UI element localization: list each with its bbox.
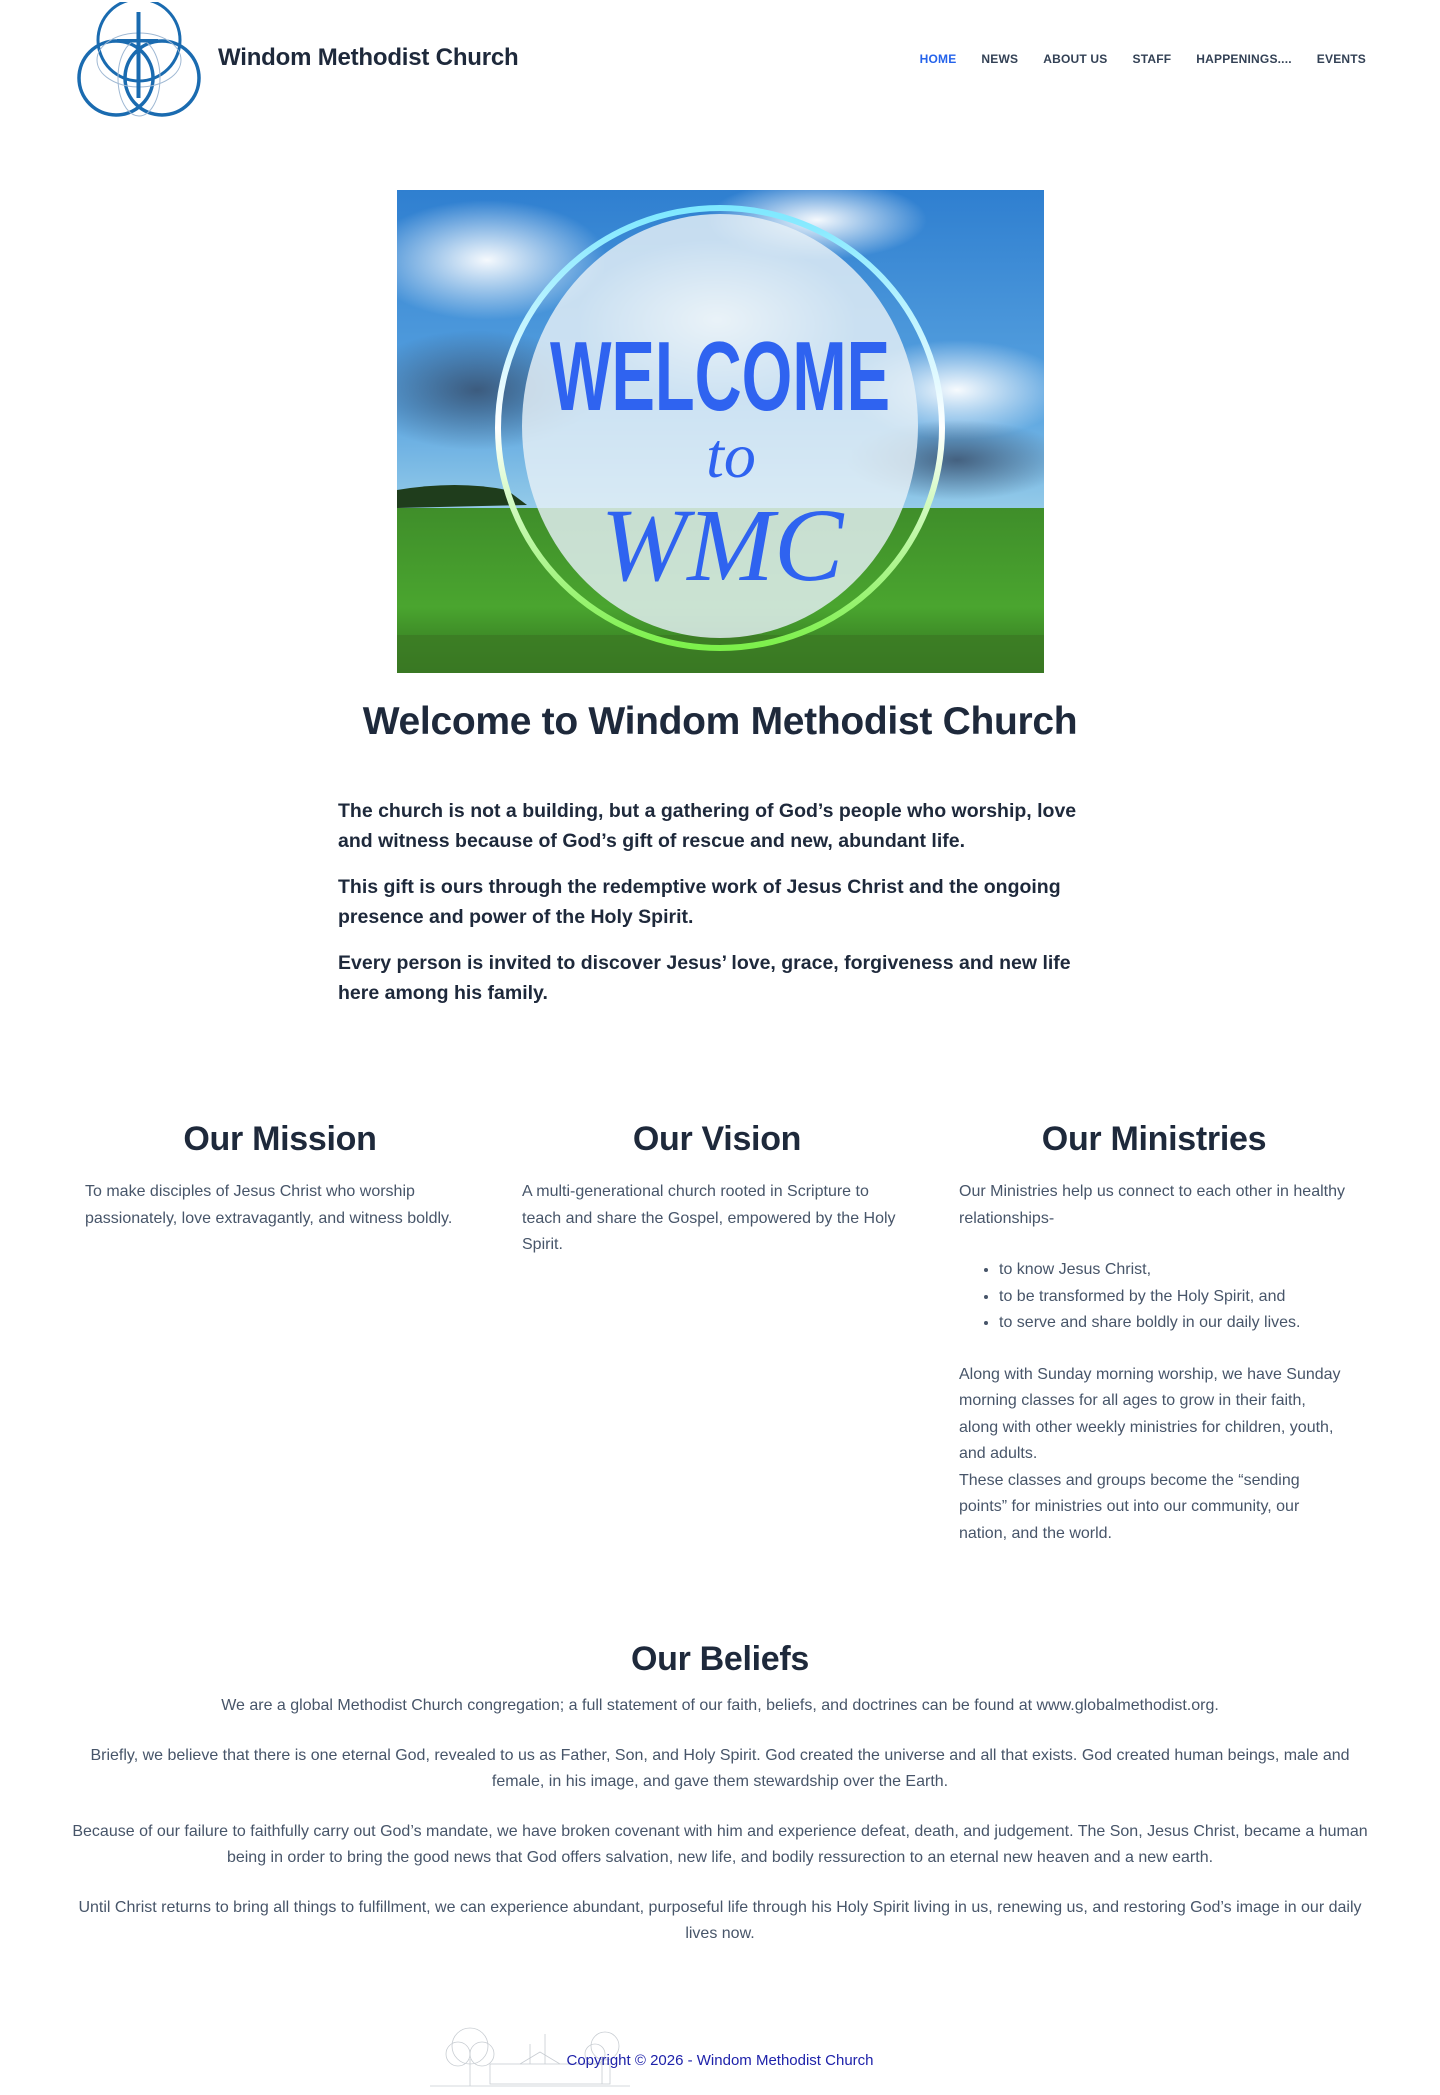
- cross-trinity-circles-icon: [74, 2, 204, 118]
- hero-to-text: to: [706, 420, 756, 491]
- ministries-list: [999, 1257, 1349, 1337]
- nav-staff[interactable]: STAFF: [1132, 52, 1172, 66]
- mission-section: [85, 1120, 475, 1232]
- mission-heading: Our Mission: [183, 1120, 377, 1158]
- beliefs-heading: Our Beliefs: [630, 1640, 810, 1678]
- vision-heading: Our Vision: [632, 1120, 802, 1158]
- ministries-paragraph: Along with Sunday morning worship, we have Sunday morning classes for all ages to grow in their faith, along with other weekly ministries for children, youth, and adults.: [959, 1365, 1341, 1462]
- nav-about-us[interactable]: ABOUT US: [1043, 52, 1108, 66]
- beliefs-paragraph: Because of our failure to faithfully carry out God’s mandate, we have broken covenant with him and experience defeat, death, and judgement. The Son, Jesus Christ, became a human being in order to bring the good news that God offers salvation, new life, and bodily ressurection to an eternal new heaven and a new earth.: [72, 1823, 1368, 1866]
- beliefs-paragraph: Until Christ returns to bring all things to fulfillment, we can experience abundant, purposeful life through his Holy Spirit living in us, renewing us, and restoring God’s image in our daily lives now.: [78, 1899, 1362, 1942]
- nav-events[interactable]: EVENTS: [1316, 52, 1366, 66]
- ministries-heading: Our Ministries: [1041, 1120, 1267, 1158]
- vision-text: A multi-generational church rooted in Scripture to teach and share the Gospel, empowered by the Holy Spirit.: [522, 1183, 896, 1253]
- site-footer: [0, 2020, 1440, 2095]
- nav-happenings[interactable]: HAPPENINGS....: [1196, 52, 1292, 66]
- copyright-text: Copyright © 2026 - Windom Methodist Church: [566, 2052, 874, 2069]
- list-item: • to serve and share boldly in our daily lives.: [999, 1310, 1349, 1337]
- hero-welcome-text: WELCOME: [550, 321, 890, 431]
- ministries-section: [959, 1120, 1349, 1547]
- beliefs-paragraph: We are a global Methodist Church congregation; a full statement of our faith, beliefs, and doctrines can be found at www.globalmethodist.org.: [221, 1697, 1219, 1714]
- mission-text: To make disciples of Jesus Christ who worship passionately, love extravagantly, and witness boldly.: [85, 1183, 453, 1227]
- list-item: • to know Jesus Christ,: [999, 1257, 1349, 1284]
- hero-wmc-text: WMC: [600, 488, 844, 603]
- beliefs-paragraph: Briefly, we believe that there is one eternal God, revealed to us as Father, Son, and Holy Spirit. God created the universe and all that exists. God created human beings, male and female, in his image, and gave them stewardship over the Earth.: [90, 1747, 1350, 1790]
- intro-text: [338, 796, 1098, 1024]
- intro-paragraph: Every person is invited to discover Jesus’ love, grace, forgiveness and new life here among his family.: [338, 952, 1071, 1004]
- ministries-paragraph: These classes and groups become the “sending points” for ministries out into our community, our nation, and the world.: [959, 1471, 1300, 1542]
- site-title[interactable]: Windom Methodist Church: [218, 44, 519, 71]
- site-header: [0, 0, 1440, 120]
- nav-news[interactable]: NEWS: [981, 52, 1019, 66]
- list-item: • to be transformed by the Holy Spirit, and: [999, 1284, 1349, 1311]
- nav-home[interactable]: HOME: [919, 52, 957, 66]
- beliefs-section: [70, 1640, 1370, 1971]
- ministries-intro: Our Ministries help us connect to each other in healthy relationships-: [959, 1183, 1345, 1227]
- welcome-hero-image: [397, 190, 1044, 673]
- main-nav: [895, 52, 1366, 66]
- vision-section: [522, 1120, 912, 1259]
- intro-paragraph: The church is not a building, but a gathering of God’s people who worship, love and witness because of God’s gift of rescue and new, abundant life.: [338, 800, 1077, 852]
- intro-paragraph: This gift is ours through the redemptive work of Jesus Christ and the ongoing presence and power of the Holy Spirit.: [338, 876, 1061, 928]
- site-logo-link[interactable]: [74, 2, 204, 118]
- welcome-heading: Welcome to Windom Methodist Church: [362, 700, 1078, 743]
